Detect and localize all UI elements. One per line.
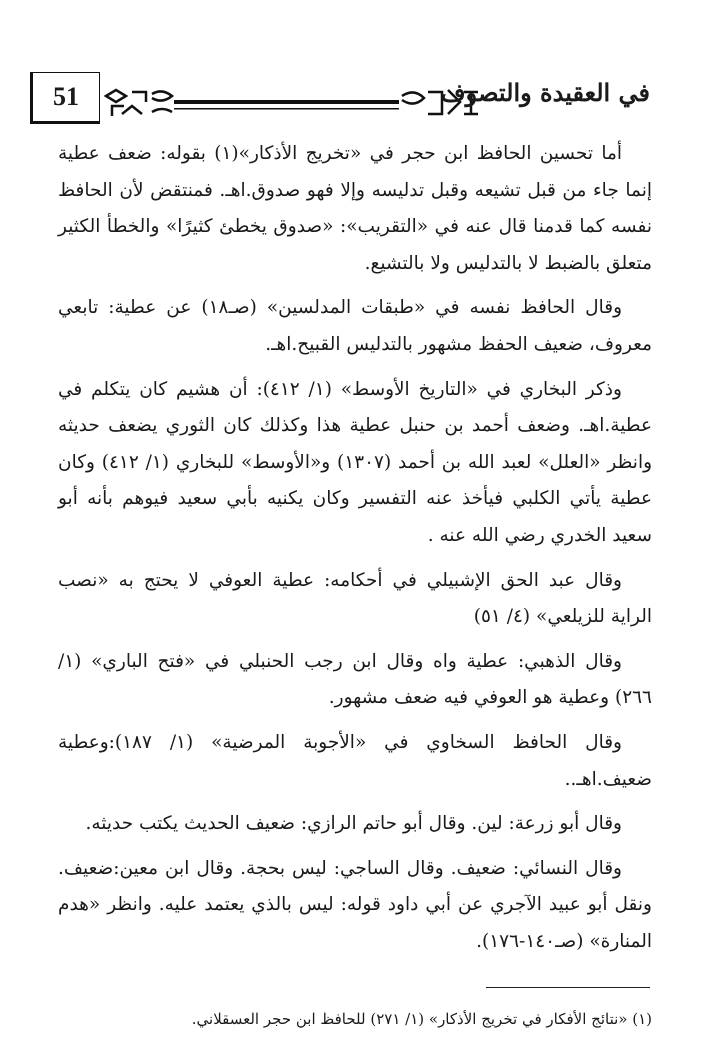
page-number-box bbox=[30, 72, 100, 124]
paragraph: أما تحسين الحافظ ابن حجر في «تخريج الأذكار»(١) بقوله: ضعف عطية إنما جاء من قبل تشيعه وقبل تدليسه وإلا فهو صدوق.اهـ. فمنتقض لأن الحافظ نفسه كما قدمنا قال عنه في «التقريب»: «صدوق يخطئ كثيرًا» والخطأ الكثير متعلق بالضبط لا بالتدليس ولا بالتشيع. bbox=[58, 143, 652, 274]
paragraph: وقال الحافظ نفسه في «طبقات المدلسين» (صـ١٨) عن عطية: تابعي معروف، ضعيف الحفظ مشهور بالتدليس القبيح.اهـ. bbox=[58, 297, 652, 355]
page-number: 51 bbox=[53, 82, 79, 111]
footnote-divider bbox=[486, 987, 650, 988]
running-title: في العقيدة والتصوف bbox=[440, 78, 650, 107]
paragraph: وقال الحافظ السخاوي في «الأجوبة المرضية» (١/ ١٨٧):وعطية ضعيف.اهـ.. bbox=[58, 731, 652, 790]
paragraph: وقال الذهبي: عطية واه وقال ابن رجب الحنبلي في «فتح الباري» (١/ ٢٦٦) وعطية هو العوفي فيه ضعف مشهور. bbox=[58, 650, 652, 709]
main-text bbox=[58, 136, 652, 960]
paragraph: وقال عبد الحق الإشبيلي في أحكامه: عطية العوفي لا يحتج به «نصب الراية للزيلعي» (٤/ ٥١) bbox=[58, 569, 652, 628]
footnote: (١) «نتائج الأفكار في تخريج الأذكار» (١/ ٢٧١) للحافظ ابن حجر العسقلاني. bbox=[191, 1010, 652, 1028]
paragraph: وقال أبو زرعة: لين. وقال أبو حاتم الرازي: ضعيف الحديث يكتب حديثه. bbox=[85, 813, 622, 835]
paragraph: وقال النسائي: ضعيف. وقال الساجي: ليس بحجة. وقال ابن معين:ضعيف. ونقل أبو عبيد الآجري عن أبي داود قوله: ليس بالذي يعتمد عليه. وانظر «هدم المنارة» (صـ١٤٠-١٧٦). bbox=[58, 857, 652, 952]
paragraph: وذكر البخاري في «التاريخ الأوسط» (١/ ٤١٢): أن هشيم كان يتكلم في عطية.اهـ. وضعف أحمد بن حنبل عطية هذا وكذلك كان الثوري يضعف حديثه وانظر «العلل» لعبد الله بن أحمد (١٣٠٧) و«الأوسط» للبخاري (١/ ٤١٢) وكان عطية يأتي الكلبي فيأخذ عنه التفسير وكان يكنيه بأبي سعيد فيوهم بأنه أبو سعيد الخدري رضي الله عنه . bbox=[58, 378, 653, 546]
header-ornament bbox=[102, 86, 482, 120]
